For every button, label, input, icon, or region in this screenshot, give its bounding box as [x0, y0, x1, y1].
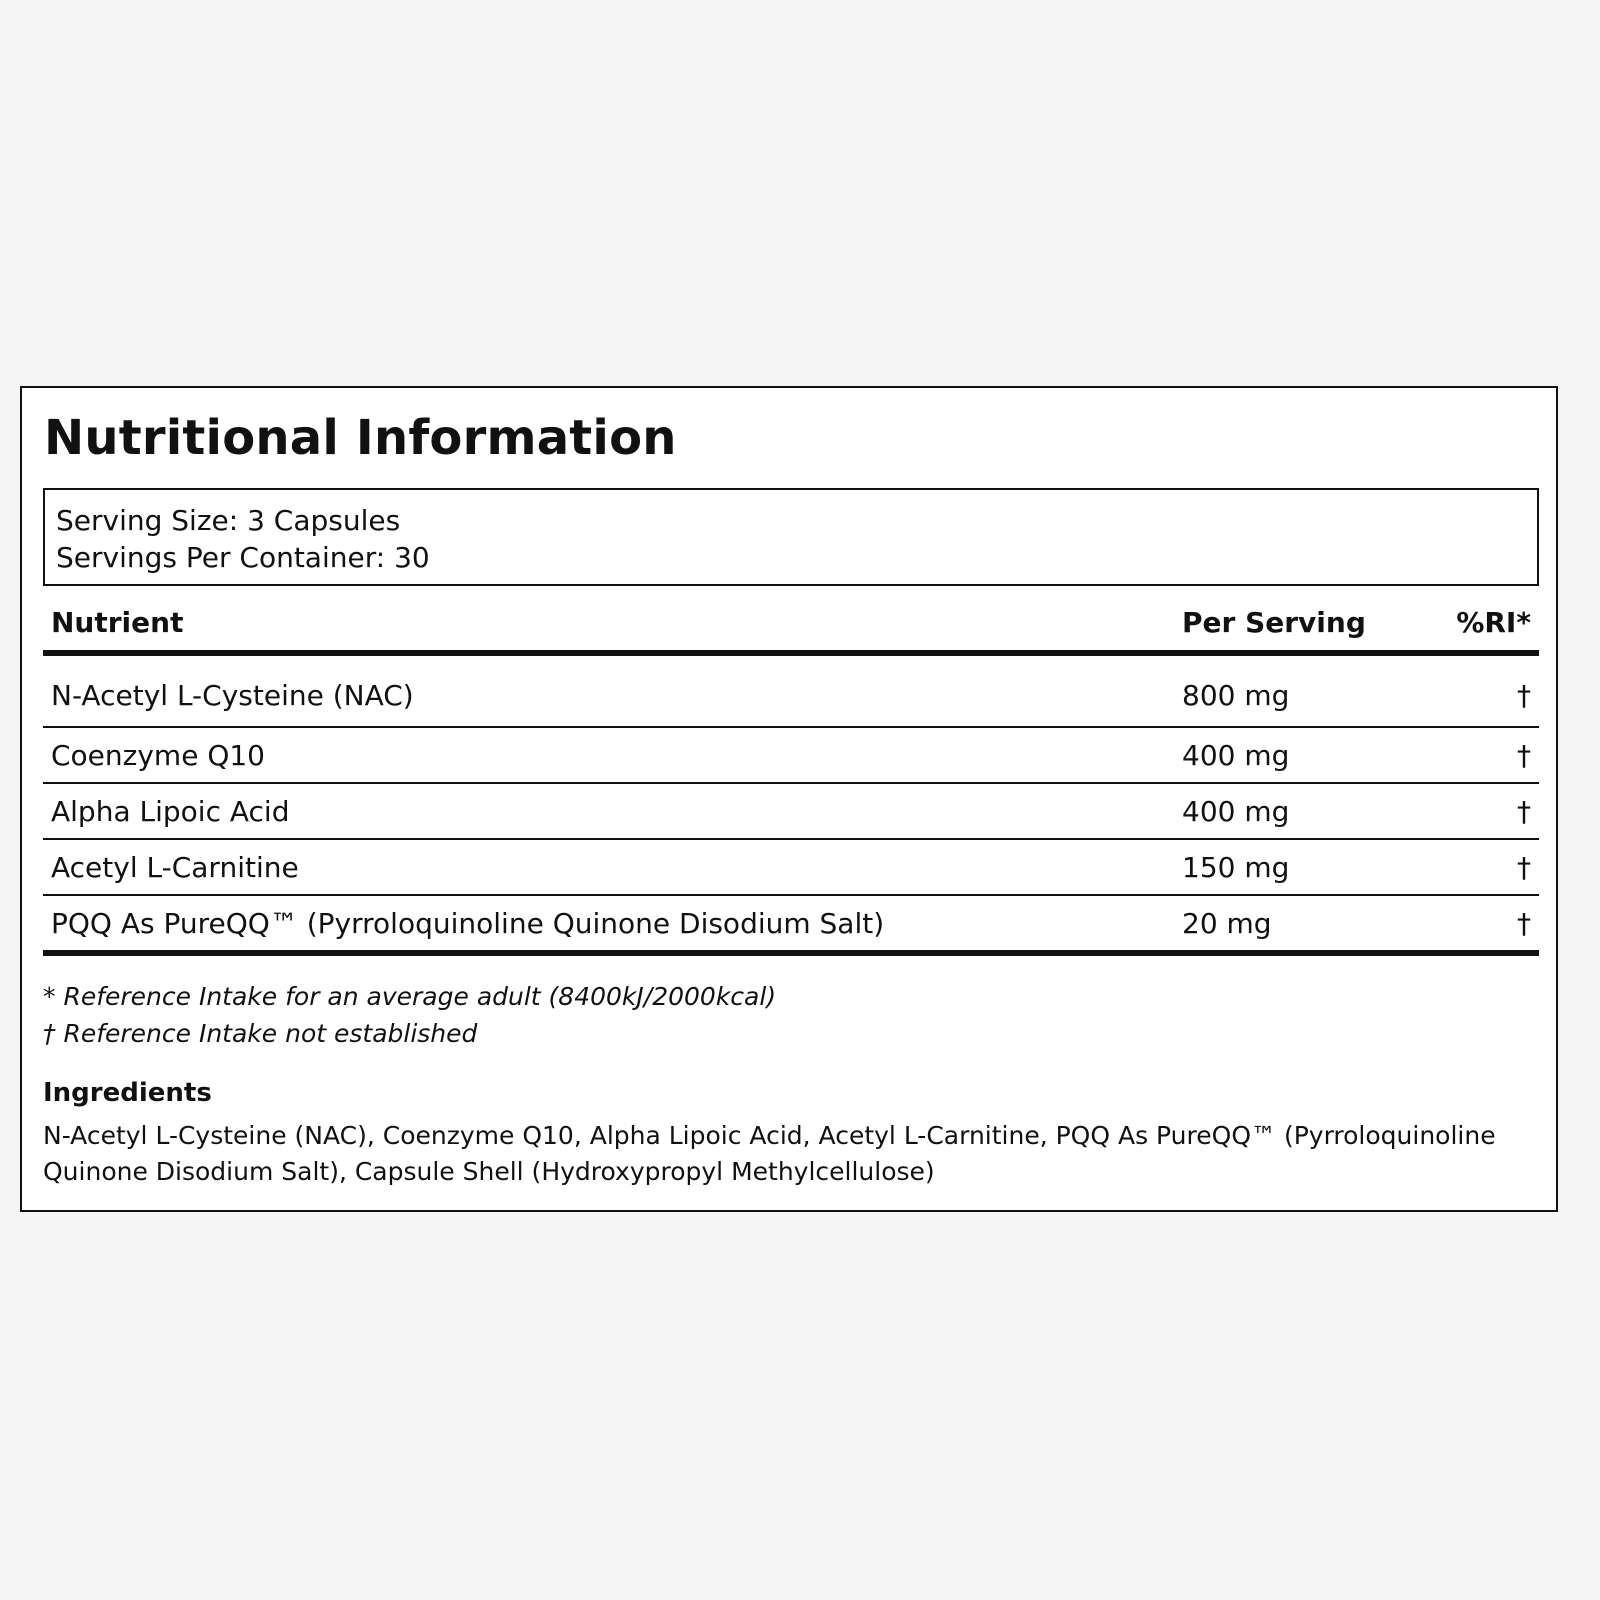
footnotes	[43, 978, 776, 1052]
table-row	[43, 783, 1539, 839]
nutrient-amount: 400 mg	[1174, 783, 1414, 839]
nutrient-name: Alpha Lipoic Acid	[43, 783, 1174, 839]
nutrient-amount: 800 mg	[1174, 653, 1414, 727]
serving-size: Serving Size: 3 Capsules	[56, 504, 401, 537]
nutrient-ri: †	[1414, 839, 1539, 895]
nutrient-name: N-Acetyl L-Cysteine (NAC)	[43, 653, 1174, 727]
not-established-note: † Reference Intake not established	[43, 1019, 478, 1048]
nutrient-ri: †	[1414, 895, 1539, 953]
table-row	[43, 895, 1539, 953]
servings-per-container: Servings Per Container: 30	[56, 541, 430, 574]
table-row	[43, 727, 1539, 783]
nutrient-table	[43, 606, 1539, 956]
nutrient-ri: †	[1414, 727, 1539, 783]
table-header-row	[43, 606, 1539, 653]
label-title: Nutritional Information	[44, 410, 677, 466]
serving-info-box	[43, 488, 1539, 586]
nutrient-amount: 150 mg	[1174, 839, 1414, 895]
nutrient-name: Acetyl L-Carnitine	[43, 839, 1174, 895]
nutrient-ri: †	[1414, 653, 1539, 727]
nutrient-amount: 400 mg	[1174, 727, 1414, 783]
header-nutrient: Nutrient	[43, 606, 1174, 653]
ingredients-text: N-Acetyl L-Cysteine (NAC), Coenzyme Q10, Alpha Lipoic Acid, Acetyl L-Carnitine, PQQ As PureQQ™ (Pyrroloquinoline Quinone Disodium Salt), Capsule Shell (Hydroxypropyl Methylcellulose)	[43, 1121, 1496, 1186]
nutrient-ri: †	[1414, 783, 1539, 839]
table-row	[43, 839, 1539, 895]
header-ri: %RI*	[1414, 606, 1539, 653]
header-per-serving: Per Serving	[1174, 606, 1414, 653]
ingredients-heading: Ingredients	[43, 1078, 212, 1108]
nutrient-name: PQQ As PureQQ™ (Pyrroloquinoline Quinone Disodium Salt)	[43, 895, 1174, 953]
nutrient-amount: 20 mg	[1174, 895, 1414, 953]
nutrition-label-panel	[20, 386, 1558, 1212]
reference-intake-note: * Reference Intake for an average adult (8400kJ/2000kcal)	[43, 982, 777, 1011]
table-row	[43, 653, 1539, 727]
nutrient-name: Coenzyme Q10	[43, 727, 1174, 783]
